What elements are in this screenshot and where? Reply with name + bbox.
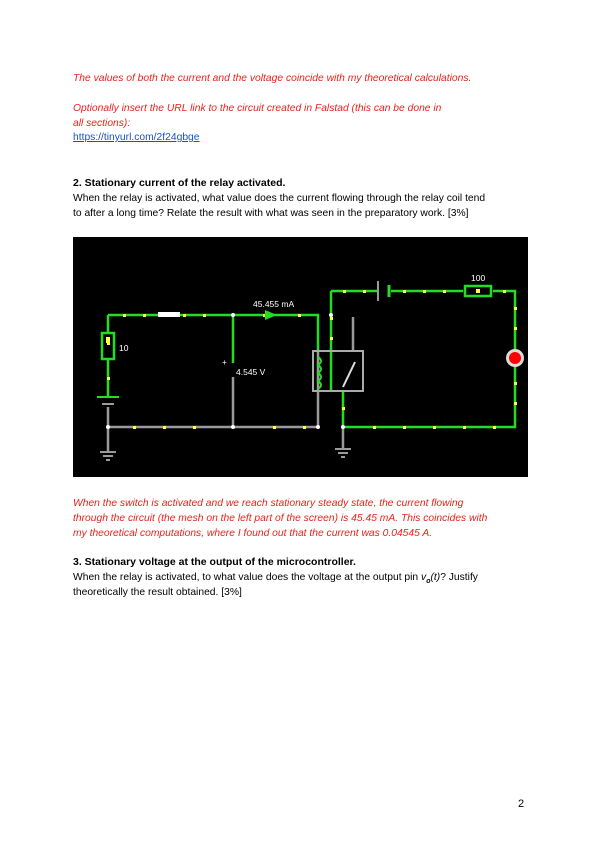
section3-var: [421, 572, 441, 586]
section2-answer-line2: through the circuit (the mesh on the left part of the screen) is 45.45 mA. This coincides with: [73, 513, 488, 524]
var-v: v: [421, 572, 427, 583]
url-note-line1: Optionally insert the URL link to the circuit created in Falstad (this can be done in: [73, 103, 442, 114]
voltage-label: 4.545 V: [236, 367, 266, 377]
section3-question-post: ? Justify: [440, 572, 478, 583]
plus-sign: +: [222, 358, 227, 367]
resistor-left-label: 10: [119, 343, 129, 353]
section3-heading: 3. Stationary voltage at the output of the microcontroller.: [73, 556, 356, 568]
left-mesh-wire: [108, 315, 318, 349]
section2-answer-line3: my theoretical computations, where I found out that the current was 0.04545 A.: [73, 528, 433, 539]
section2-question-line2: to after a long time? Relate the result with what was seen in the preparatory work. [3%]: [73, 208, 469, 219]
switch: [158, 312, 180, 317]
var-sub: o: [426, 578, 431, 586]
right-top-wire3: [493, 291, 515, 349]
current-arrow: [265, 310, 277, 320]
right-side-wire: [343, 367, 515, 427]
section2-question-line1: When the relay is activated, what value does the current flowing through the relay coil tend: [73, 193, 486, 204]
falstad-url-link[interactable]: https://tinyurl.com/2f24gbge: [73, 132, 200, 143]
url-note-line2: all sections):: [73, 118, 131, 129]
section3-question-pre: When the relay is activated, to what value does the voltage at the output pin: [73, 572, 422, 583]
page-number: 2: [518, 798, 525, 810]
section3-question-line2: theoretically the result obtained. [3%]: [73, 587, 242, 598]
var-suffix: (t): [430, 572, 441, 583]
section1-comment: The values of both the current and the voltage coincide with my theoretical calculations.: [73, 73, 472, 84]
ground-right: [335, 449, 351, 457]
current-label: 45.455 mA: [253, 299, 295, 309]
section2-heading: 2. Stationary current of the relay activated.: [73, 177, 286, 189]
resistor-right-label: 100: [471, 273, 486, 283]
section2-answer-line1: When the switch is activated and we reach stationary steady state, the current flowing: [73, 498, 464, 509]
circuit-simulation-image: [73, 237, 528, 477]
ground-left: [100, 452, 116, 460]
resistor-left: [102, 333, 114, 359]
relay-switch-arm: [343, 362, 355, 387]
